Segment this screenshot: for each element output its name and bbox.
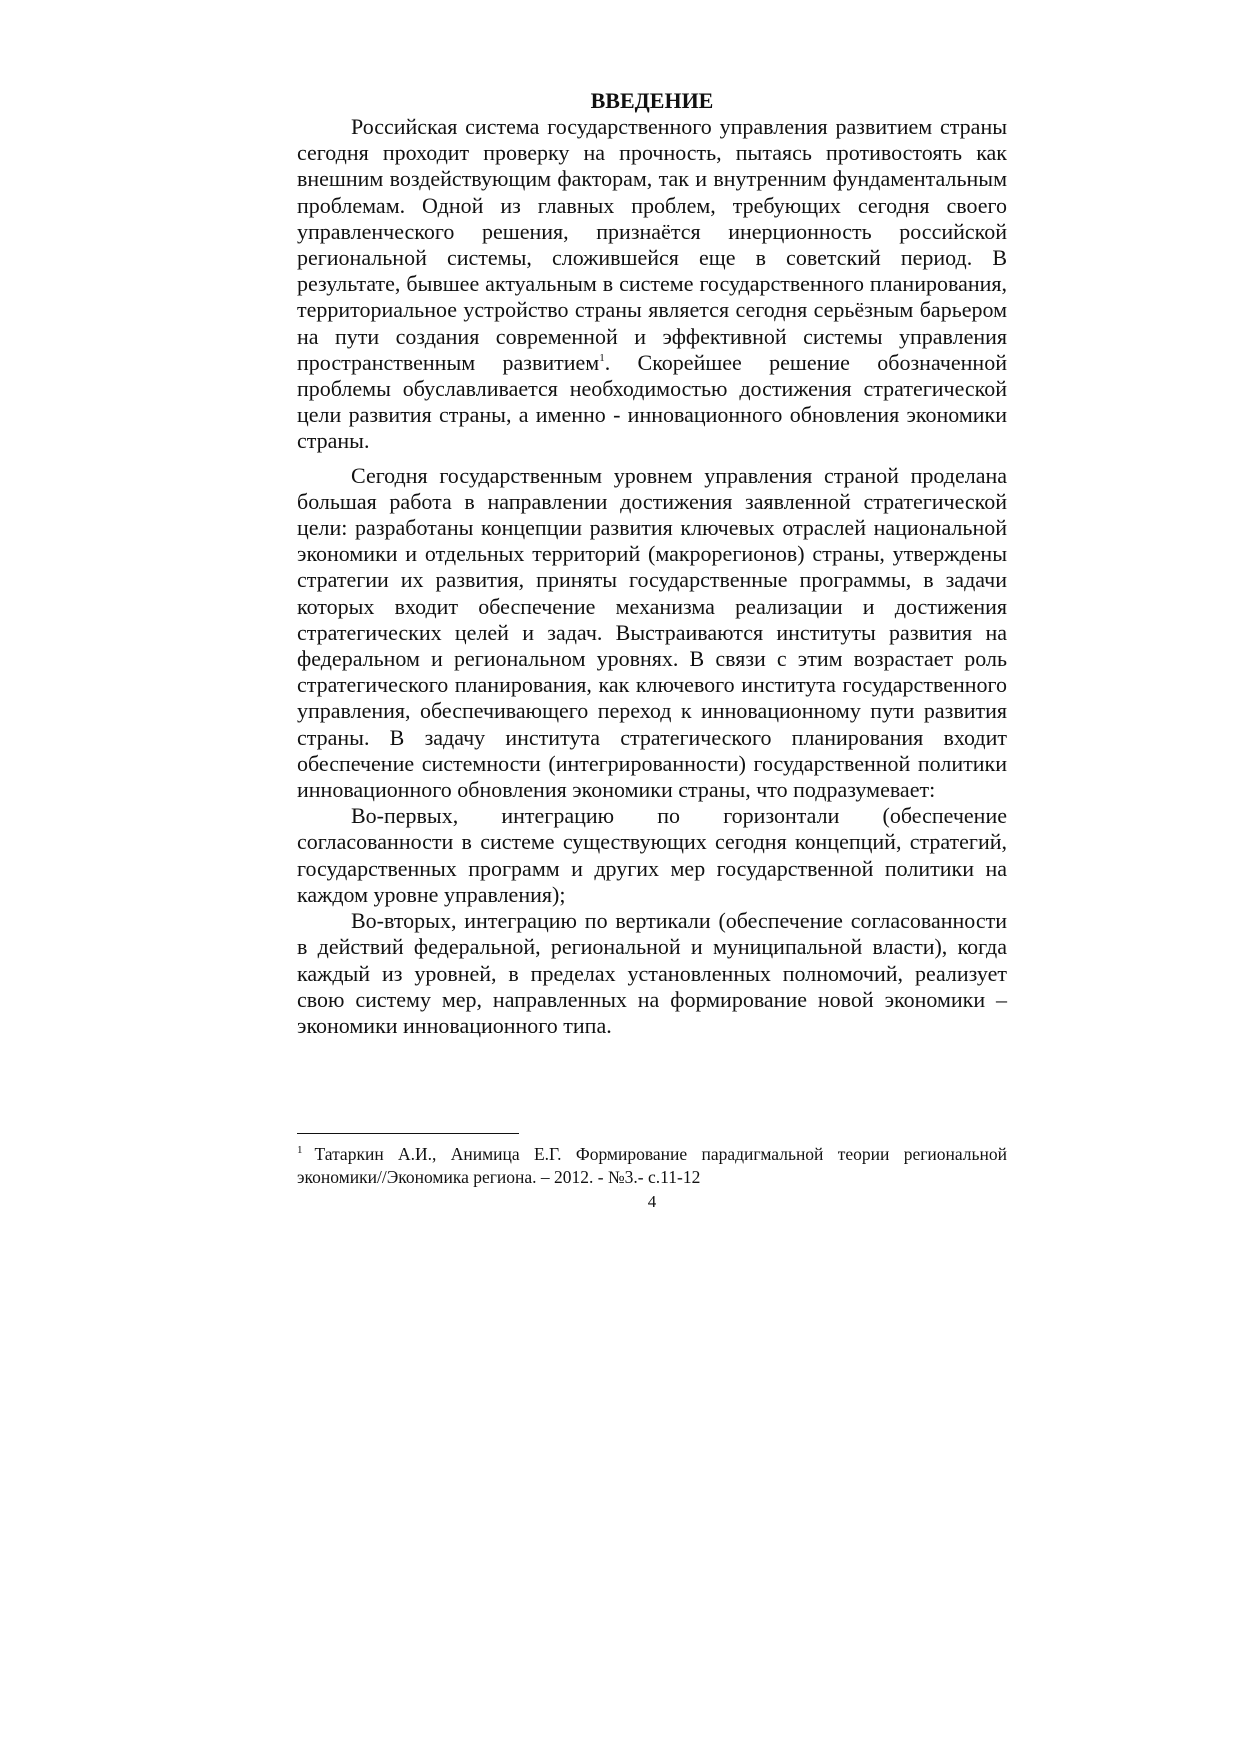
footnote	[297, 1143, 1007, 1189]
page-title: ВВЕДЕНИЕ	[590, 88, 714, 113]
footnote-separator	[297, 1133, 519, 1134]
page-number: 4	[647, 1192, 657, 1211]
paragraph-4: Во-вторых, интеграцию по вертикали (обеспечение согласованности в действий федеральной, региональной и муниципальной власти), когда каждый из уровней, в пределах установленных полномочий, реализует свою систему мер, направленных на формирование новой экономики – экономики инновационного типа.	[297, 908, 1007, 1038]
paragraph-3: Во-первых, интеграцию по горизонтали (обеспечение согласованности в системе существующих сегодня концепций, стратегий, государственных программ и других мер государственной политики на каждом уровне управления);	[297, 803, 1007, 907]
footnote-marker: 1	[297, 1144, 303, 1156]
footnote-text: Татаркин А.И., Анимица Е.Г. Формирование парадигмальной теории региональной экономики//Экономика региона. – 2012. - №3.- с.11-12	[297, 1144, 1007, 1187]
document-body	[297, 88, 1007, 1039]
paragraph-1	[297, 114, 1007, 455]
paragraph-1-text-continued: . Скорейшее решение обозначенной проблемы обуславливается необходимостью достижения стратегической цели развития страны, а именно - инновационного обновления экономики страны.	[297, 349, 1007, 454]
footnote-reference[interactable]: 1	[599, 351, 605, 364]
paragraph-2: Сегодня государственным уровнем управления страной проделана большая работа в направлении достижения заявленной стратегической цели: разработаны концепции развития ключевых отраслей национальной экономики и отдельных территорий (макрорегионов) страны, утверждены стратегии их развития, приняты государственные программы, в задачи которых входит обеспечение механизма реализации и достижения стратегических целей и задач. Выстраиваются институты развития на федеральном и региональном уровнях. В связи с этим возрастает роль стратегического планирования, как ключевого института государственного управления, обеспечивающего переход к инновационному пути развития страны. В задачу института стратегического планирования входит обеспечение системности (интегрированности) государственной политики инновационного обновления экономики страны, что подразумевает:	[297, 462, 1007, 803]
paragraph-1-text: Российская система государственного управления развитием страны сегодня проходит проверку на прочность, пытаясь противостоять как внешним воздействующим факторам, так и внутренним фундаментальным проблемам. Одной из главных проблем, требующих сегодня своего управленческого решения, признаётся инерционность российской региональной системы, сложившейся еще в советский период. В результате, бывшее актуальным в системе государственного планирования, территориальное устройство страны является сегодня серьёзным барьером на пути создания современной и эффективной системы управления пространственным развитием	[297, 114, 1007, 375]
